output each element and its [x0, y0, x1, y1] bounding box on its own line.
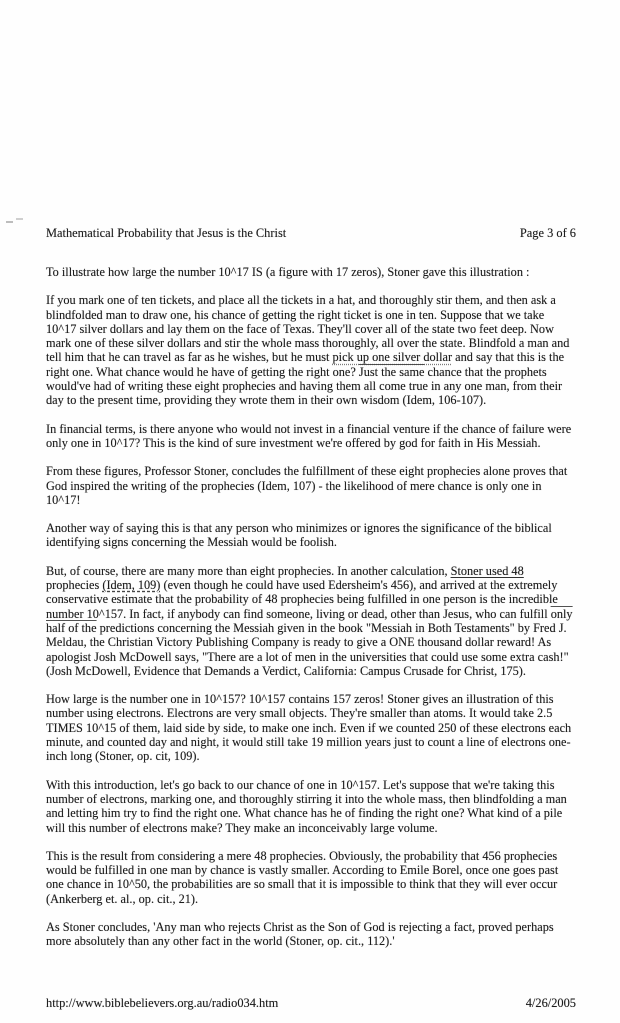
scan-artifact-mark	[6, 221, 13, 223]
text-segment: (even though he could have used Edersheim's 456), and arrived at the extremely conservative estimate that the probability of 48 prophecies being fulfilled in one person is the incredible number 10^157. In fact, if anybody can find someone, living or dead, other than Jesus, who can fulfill	[46, 578, 558, 621]
text-segment: From these figures, Professor Stoner, concludes the fulfillment of these eight prophecies alone proves that God inspired the writing of the prophecies (Idem, 107) - the likelihood of mere chance is only one in 10^17!	[46, 464, 568, 507]
text-segment: This is the result from considering a mere 48 prophecies. Obviously, the probability that 456 prophecies would be fulfilled in one man by chance is vastly smaller. According to Emile Borel, once one goes past one chance in 10^50, the probabilities are so small that it is impossible to think that they will ever occur (Ankerberg et. al., op. cit., 21).	[46, 848, 559, 906]
paragraph	[46, 521, 577, 550]
paragraph	[46, 265, 577, 279]
text-segment: Stoner used 48	[450, 563, 524, 578]
page-footer	[46, 996, 576, 1010]
text-segment: pick up one silver dollar	[332, 350, 453, 365]
text-segment: predictions concerning the Messiah given in the book "Messiah in Both Testaments" by Fred J. Meldau, the Christian Victory Publishing Company is ready to give a ONE thousand dollar reward! As apologist Josh McDowell says, "There are a lot of men in the universities that could use some extra cash!" (Josh McDowell, Evidence that Demands a Verdict, California: Campus Crusade for Christ, 175).	[46, 620, 569, 678]
paragraph	[46, 849, 577, 906]
page-header	[46, 226, 576, 240]
text-segment: (Idem, 109)	[102, 578, 161, 593]
text-segment: chance that the prophets would've had of writing these eight prophecies and having them all come true in any one man, from their day to the present time, providing they wrote them in their own wisdom (Idem, 106-107).	[46, 364, 563, 408]
text-segment: prophecies	[46, 578, 103, 593]
source-url: http://www.biblebelievers.org.au/radio034.htm	[46, 996, 279, 1010]
page-number-indicator: Page 3 of 6	[519, 226, 576, 240]
text-segment: How large is the number one in 10^157? 10^157 contains 157 zeros! Stoner gives an illustration of this number using electrons. Electrons are very small objects. They're smaller than atoms. It would take 2.5 TIMES 10^15 of them, laid side by side, to make one inch. Even if we counted 250 of these electrons each minute, and counted day and night, it would still take 19 million years just to count a line of electrons one-inch long (Stoner, op. cit, 109).	[46, 692, 572, 764]
paragraph	[46, 464, 577, 507]
text-segment: only half of the	[46, 606, 573, 635]
text-segment: Another way of saying this is that any person who minimizes or ignores the significance of the biblical identifying signs concerning the Messiah would be foolish.	[46, 521, 552, 550]
text-segment: Just the same	[358, 364, 425, 379]
document-body	[46, 265, 577, 963]
text-segment: and say that this is the right one. What chance would he have of getting the right one?	[46, 350, 565, 379]
paragraph	[46, 564, 577, 678]
paragraph	[46, 293, 577, 407]
text-segment: But, of course, there are many more than eight prophecies. In another calculation,	[46, 563, 451, 578]
document-title: Mathematical Probability that Jesus is the Christ	[46, 226, 287, 240]
paragraph	[46, 778, 577, 835]
text-segment: As Stoner concludes, 'Any man who rejects Christ as the Son of God is rejecting a fact, proved perhaps more absolutely than any other fact in the world (Stoner, op. cit., 112).'	[46, 919, 554, 949]
print-date: 4/26/2005	[525, 996, 576, 1010]
text-segment: If you mark one of ten tickets, and place all the tickets in a hat, and thoroughly stir them, and then ask a blindfolded man to draw one, his chance of getting the right ticket is one in ten. Suppose that we take 10^17 silver dollars and lay them on the face of Texas. They'll cover all of the state two feet deep. Now mark one of these silver dollars and stir the whole mass thoroughly, all over the state. Blindfold a man and tell him that he can travel as far as he wishes, but he must	[46, 293, 570, 365]
text-segment: To illustrate how large the number 10^17 IS (a figure with 17 zeros), Stoner gave this illustration :	[46, 265, 530, 279]
paragraph	[46, 692, 577, 763]
text-segment: With this introduction, let's go back to our chance of one in 10^157. Let's suppose that we're taking this number of electrons, marking one, and thoroughly stirring it into the whole mass, then blindfolding a man and letting him try to find the right one. What chance has he of finding the right one? What kind of a pile will this number of electrons make? They make an inconceivably large volume.	[46, 777, 567, 835]
paragraph	[46, 422, 577, 451]
text-segment: In financial terms, is there anyone who would not invest in a financial venture if the chance of failure were only one in 10^17? This is the kind of sure investment we're offered by god for faith in His Messiah.	[46, 421, 572, 450]
paragraph	[46, 920, 577, 949]
